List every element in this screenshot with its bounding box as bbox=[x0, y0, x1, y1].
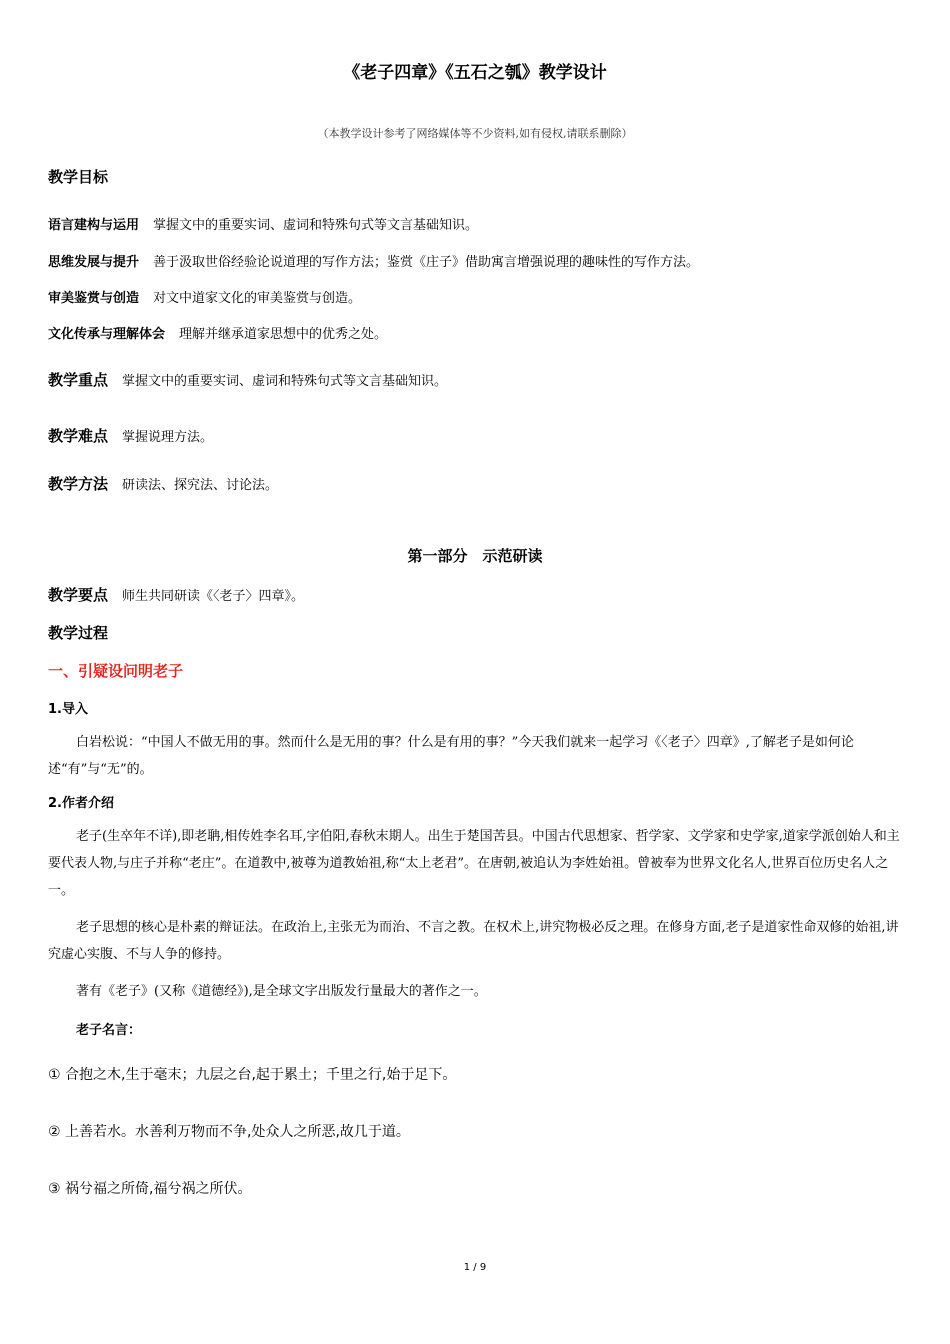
page-number: 1 / 9 bbox=[463, 1262, 487, 1273]
method-text: 研读法、探究法、讨论法。 bbox=[122, 478, 279, 493]
process-heading: 教学过程 bbox=[48, 624, 109, 642]
section-title: 一、引疑设问明老子 bbox=[48, 662, 184, 680]
author-paragraph: 老子思想的核心是朴素的辩证法。在政治上,主张无为而治、不言之教。在权术上,讲究物极必反之理。在修身方面,老子是道家性命双修的始祖,讲究虚心实腹、不与人争的修持。 bbox=[48, 920, 899, 962]
method-row bbox=[48, 473, 278, 494]
difficulty-label: 教学难点 bbox=[48, 427, 109, 445]
goal-item bbox=[48, 251, 699, 270]
goal-label: 语言建构与运用 bbox=[48, 218, 140, 233]
sayings-heading: 老子名言： bbox=[76, 1023, 142, 1038]
essentials-row bbox=[48, 584, 304, 605]
method-label: 教学方法 bbox=[48, 475, 109, 493]
document-title: 《老子四章》《五石之瓠》教学设计 bbox=[343, 63, 607, 83]
teaching-goals-heading: 教学目标 bbox=[48, 168, 109, 186]
key-point-label: 教学重点 bbox=[48, 371, 109, 389]
disclaimer-note: （本教学设计参考了网络媒体等不少资料,如有侵权,请联系删除） bbox=[317, 127, 633, 140]
goal-text: 掌握文中的重要实词、虚词和特殊句式等文言基础知识。 bbox=[153, 218, 479, 233]
goal-text: 理解并继承道家思想中的优秀之处。 bbox=[179, 327, 388, 342]
author-paragraph: 著有《老子》(又称《道德经》),是全球文字出版发行量最大的著作之一。 bbox=[76, 984, 487, 999]
essentials-label: 教学要点 bbox=[48, 586, 109, 604]
goal-label: 思维发展与提升 bbox=[48, 255, 140, 270]
goal-text: 善于汲取世俗经验论说道理的写作方法；鉴赏《庄子》借助寓言增强说理的趣味性的写作方法。 bbox=[153, 255, 700, 270]
intro-heading: 1.导入 bbox=[48, 702, 88, 717]
difficulty-row bbox=[48, 425, 213, 446]
key-point-text: 掌握文中的重要实词、虚词和特殊句式等文言基础知识。 bbox=[122, 374, 448, 389]
saying-item: ① 合抱之木,生于毫末；九层之台,起于累土；千里之行,始于足下。 bbox=[48, 1067, 457, 1083]
saying-item: ③ 祸兮福之所倚,福兮祸之所伏。 bbox=[48, 1181, 252, 1197]
goal-label: 审美鉴赏与创造 bbox=[48, 291, 140, 306]
intro-paragraph: 白岩松说：“中国人不做无用的事。然而什么是无用的事？什么是有用的事？”今天我们就来一起学习《〈老子〉四章》,了解老子是如何论述“有”与“无”的。 bbox=[48, 735, 854, 777]
part-title: 第一部分 示范研读 bbox=[407, 547, 543, 565]
saying-item: ② 上善若水。水善利万物而不争,处众人之所恶,故几于道。 bbox=[48, 1124, 410, 1140]
author-paragraph: 老子(生卒年不详),即老聃,相传姓李名耳,字伯阳,春秋末期人。出生于楚国苦县。中国古代思想家、哲学家、文学家和史学家,道家学派创始人和主要代表人物,与庄子并称“老庄”。在道教中,被尊为道教始祖,称“太上老君”。在唐朝,被追认为李姓始祖。曾被奉为世界文化名人,世界百位历史名人之一。 bbox=[48, 829, 900, 898]
difficulty-text: 掌握说理方法。 bbox=[122, 430, 214, 445]
goal-text: 对文中道家文化的审美鉴赏与创造。 bbox=[153, 291, 362, 306]
goal-label: 文化传承与理解体会 bbox=[48, 327, 166, 342]
goal-item bbox=[48, 323, 387, 342]
essentials-text: 师生共同研读《〈老子〉四章》。 bbox=[122, 589, 305, 604]
goal-item bbox=[48, 214, 478, 233]
key-point-row bbox=[48, 369, 447, 390]
goal-item bbox=[48, 287, 361, 306]
author-heading: 2.作者介绍 bbox=[48, 796, 114, 811]
